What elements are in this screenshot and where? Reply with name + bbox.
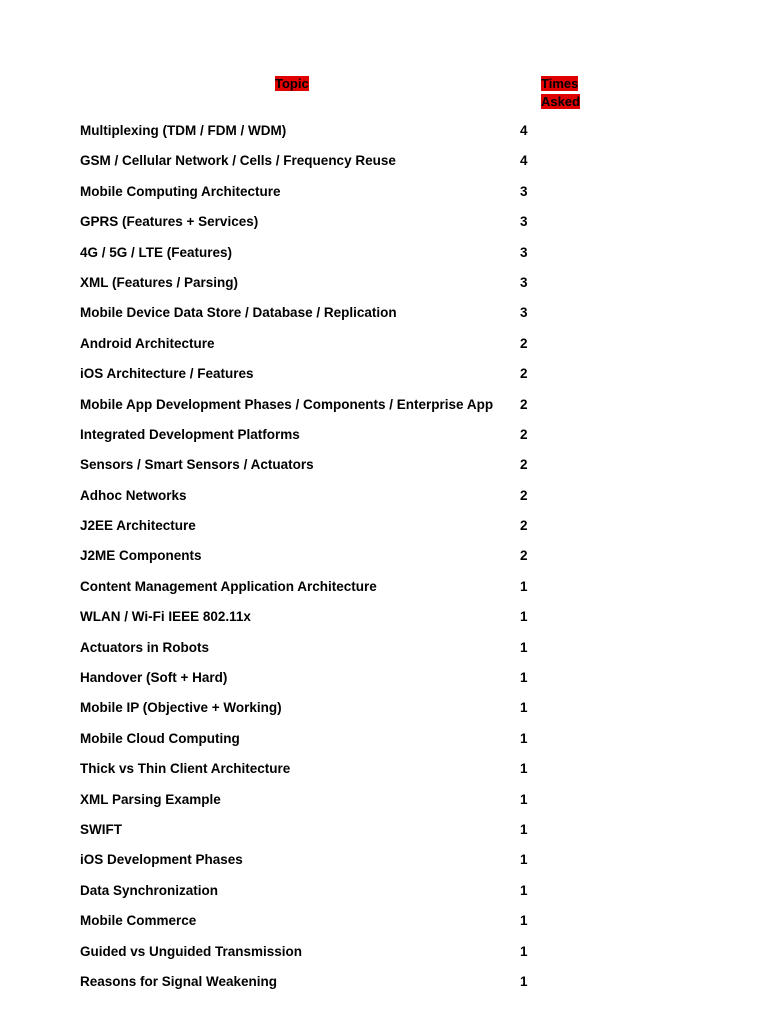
table-row (80, 912, 550, 930)
table-row (80, 365, 550, 383)
topic-cell: iOS Architecture / Features (80, 366, 254, 382)
times-asked-cell: 2 (520, 548, 528, 564)
times-asked-cell: 4 (520, 153, 528, 169)
topic-cell: SWIFT (80, 821, 122, 837)
table-row (80, 274, 550, 292)
topic-cell: Content Management Application Architecture (80, 578, 377, 594)
topic-cell: Guided vs Unguided Transmission (80, 943, 303, 959)
table-row (80, 487, 550, 505)
table-row (80, 244, 550, 262)
table-row (80, 791, 550, 809)
table-row (80, 517, 550, 535)
times-asked-cell: 1 (520, 882, 528, 898)
table-row (80, 304, 550, 322)
table-row (80, 943, 550, 961)
topic-cell: Adhoc Networks (80, 487, 187, 503)
table-row (80, 669, 550, 687)
topic-cell: XML (Features / Parsing) (80, 274, 239, 290)
topic-cell: Android Architecture (80, 335, 215, 351)
topic-cell: Data Synchronization (80, 882, 219, 898)
table-row (80, 973, 550, 991)
topic-table (80, 122, 550, 1003)
times-asked-cell: 2 (520, 396, 528, 412)
times-asked-cell: 1 (520, 821, 528, 837)
topic-cell: Actuators in Robots (80, 639, 210, 655)
table-row (80, 882, 550, 900)
table-row (80, 213, 550, 231)
topic-cell: J2ME Components (80, 548, 202, 564)
times-asked-cell: 3 (520, 183, 528, 199)
times-asked-cell: 1 (520, 700, 528, 716)
topic-cell: Mobile App Development Phases / Components / Enterprise App (80, 396, 494, 412)
topic-cell: J2EE Architecture (80, 518, 196, 534)
times-asked-cell: 1 (520, 761, 528, 777)
times-asked-column-header (541, 75, 585, 111)
times-asked-cell: 3 (520, 305, 528, 321)
table-row (80, 456, 550, 474)
times-asked-cell: 1 (520, 578, 528, 594)
topic-cell: XML Parsing Example (80, 791, 221, 807)
topic-cell: Multiplexing (TDM / FDM / WDM) (80, 123, 287, 138)
table-row (80, 426, 550, 444)
times-asked-cell: 3 (520, 244, 528, 260)
table-row (80, 851, 550, 869)
topic-cell: 4G / 5G / LTE (Features) (80, 244, 233, 260)
times-asked-cell: 1 (520, 609, 528, 625)
topic-cell: Reasons for Signal Weakening (80, 973, 278, 989)
topic-cell: Thick vs Thin Client Architecture (80, 761, 291, 777)
times-asked-cell: 1 (520, 943, 528, 959)
topic-cell: WLAN / Wi-Fi IEEE 802.11x (80, 609, 251, 625)
table-row (80, 608, 550, 626)
topic-cell: Mobile Cloud Computing (80, 730, 240, 746)
times-asked-cell: 1 (520, 670, 528, 686)
topic-cell: Mobile Device Data Store / Database / Replication (80, 305, 397, 321)
table-row (80, 730, 550, 748)
topic-cell: Integrated Development Platforms (80, 426, 300, 442)
times-asked-cell: 2 (520, 366, 528, 382)
times-asked-cell: 1 (520, 913, 528, 929)
times-asked-cell: 2 (520, 487, 528, 503)
times-asked-cell: 1 (520, 639, 528, 655)
table-row (80, 122, 550, 140)
table-row (80, 639, 550, 657)
topic-cell: Mobile Commerce (80, 913, 197, 929)
times-asked-cell: 2 (520, 426, 528, 442)
table-row (80, 183, 550, 201)
times-asked-cell: 2 (520, 335, 528, 351)
times-asked-cell: 2 (520, 518, 528, 534)
table-row (80, 547, 550, 565)
table-row (80, 335, 550, 353)
times-asked-cell: 3 (520, 214, 528, 230)
table-row (80, 821, 550, 839)
times-asked-cell: 1 (520, 791, 528, 807)
table-row (80, 760, 550, 778)
times-asked-cell: 2 (520, 457, 528, 473)
topic-cell: Mobile IP (Objective + Working) (80, 700, 282, 716)
topic-cell: GSM / Cellular Network / Cells / Frequency Reuse (80, 153, 396, 169)
times-asked-cell: 3 (520, 274, 528, 290)
table-row (80, 396, 550, 414)
topic-column-header (275, 75, 309, 93)
topic-cell: Handover (Soft + Hard) (80, 670, 228, 686)
table-row (80, 578, 550, 596)
table-row (80, 699, 550, 717)
topic-cell: GPRS (Features + Services) (80, 214, 259, 230)
table-row (80, 152, 550, 170)
topic-cell: Sensors / Smart Sensors / Actuators (80, 457, 314, 473)
times-asked-cell: 4 (520, 123, 528, 138)
times-asked-header-label: Times Asked (541, 76, 581, 109)
topic-cell: Mobile Computing Architecture (80, 183, 281, 199)
times-asked-cell: 1 (520, 730, 528, 746)
times-asked-cell: 1 (520, 852, 528, 868)
times-asked-cell: 1 (520, 973, 528, 989)
topic-cell: iOS Development Phases (80, 852, 243, 868)
topic-header-label: Topic (275, 76, 309, 91)
